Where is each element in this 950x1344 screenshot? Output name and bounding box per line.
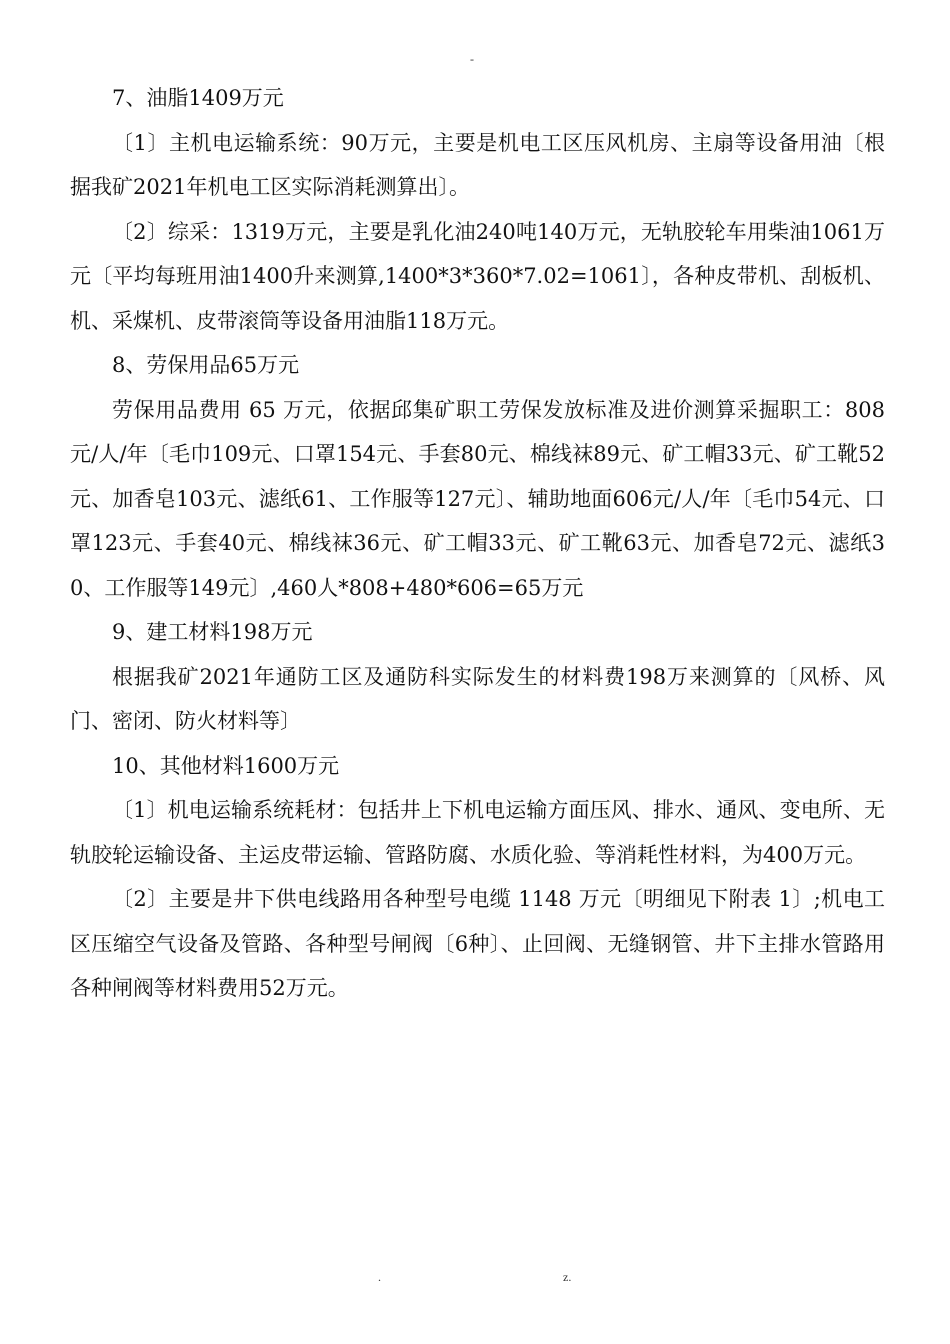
heading-labor-protection: 8、劳保用品65万元 <box>112 353 300 377</box>
footer-page-mark: z. <box>563 1270 572 1284</box>
paragraph-consumables: 〔1〕机电运输系统耗材：包括井上下机电运输方面压风、排水、通风、变电所、无轨胶轮运输设备、主运皮带运输、管路防腐、水质化验、等消耗性材料，为400万元。 <box>70 798 885 867</box>
paragraph-fully-mechanized: 〔2〕综采：1319万元，主要是乳化油240吨140万元，无轨胶轮车用柴油1061万元〔平均每班用油1400升来测算,1400*3*360*7.02=1061〕，各种皮带机、刮板机、机、采煤机、皮带滚筒等设备用油脂118万元。 <box>70 219 885 333</box>
paragraph-labor-protection: 劳保用品费用 65 万元，依据邱集矿职工劳保发放标准及进价测算采掘职工：808元/人/年〔毛巾109元、口罩154元、手套80元、棉线袜89元、矿工帽33元、矿工靴52元、加香皂103元、滤纸61、工作服等127元〕、辅助地面606元/人/年〔毛巾54元、口罩123元、手套40元、棉线袜36元、矿工帽33元、矿工靴63元、加香皂72元、滤纸30、工作服等149元〕,460人*808+480*606=65万元 <box>70 397 885 600</box>
document-body <box>70 76 885 1011</box>
footer-dot: . <box>378 1270 381 1284</box>
heading-grease: 7、油脂1409万元 <box>112 86 284 110</box>
paragraph-construction-materials: 根据我矿2021年通防工区及通防科实际发生的材料费198万来测算的〔风桥、风门、密闭、防火材料等〕 <box>70 664 885 733</box>
header-mark: - <box>470 52 474 66</box>
paragraph-cables: 〔2〕主要是井下供电线路用各种型号电缆 1148 万元〔明细见下附表 1〕;机电工区压缩空气设备及管路、各种型号闸阀〔6种〕、止回阀、无缝钢管、井下主排水管路用各种闸阀等材料费用52万元。 <box>70 887 885 1000</box>
paragraph-main-electromechanical: 〔1〕主机电运输系统：90万元，主要是机电工区压风机房、主扇等设备用油〔根据我矿2021年机电工区实际消耗测算出〕。 <box>70 130 885 199</box>
heading-other-materials: 10、其他材料1600万元 <box>112 753 340 778</box>
heading-construction-materials: 9、建工材料198万元 <box>112 620 313 644</box>
